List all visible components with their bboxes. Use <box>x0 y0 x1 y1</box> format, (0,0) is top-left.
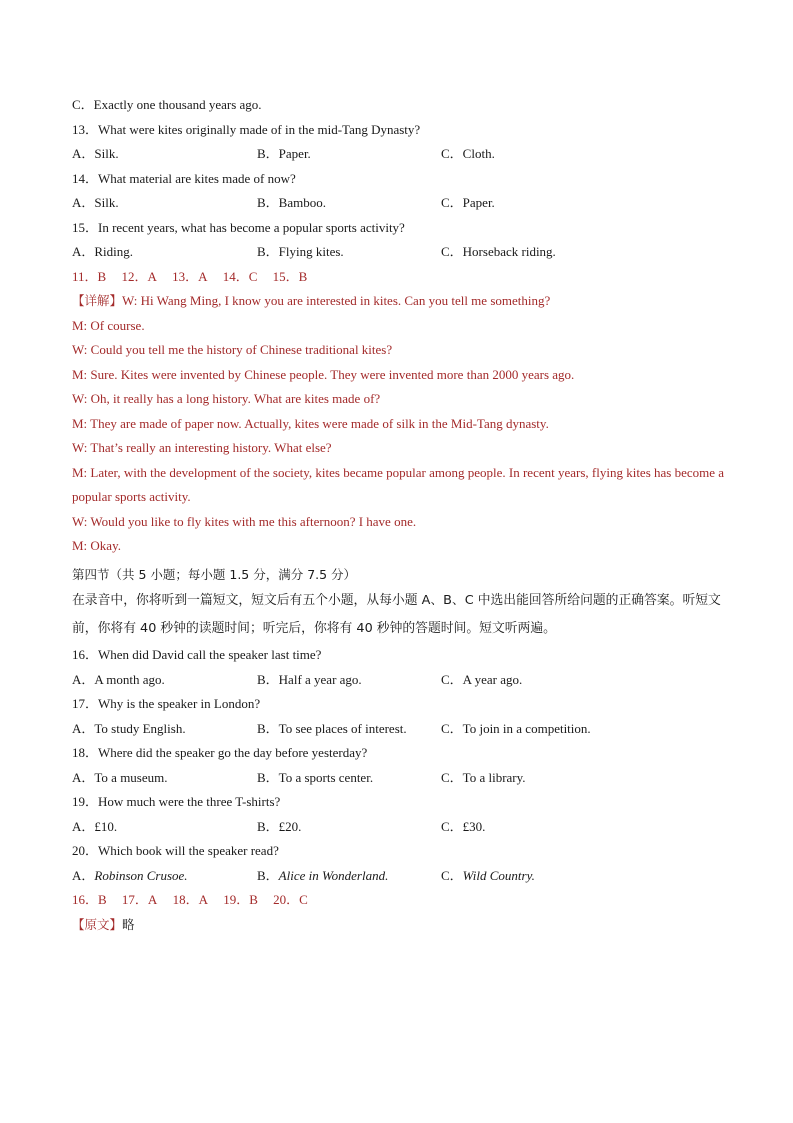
dialog-line-1: 【详解】W: Hi Wang Ming, I know you are interested in kites. Can you tell me something? <box>72 293 551 308</box>
question-14: 14．What material are kites made of now? <box>72 170 296 186</box>
answer-14: 14．C <box>222 268 258 284</box>
answer-key-16-20 <box>72 888 732 913</box>
detail-tag: 【详解】 <box>72 293 123 308</box>
option-c: C．£30. <box>441 818 486 834</box>
option-c-q12: C．Exactly one thousand years ago. <box>72 97 262 112</box>
question-15: 15．In recent years, what has become a popular sports activity? <box>72 219 405 235</box>
original-text-line <box>72 913 732 938</box>
question-19: 19．How much were the three T-shirts? <box>72 794 281 809</box>
answer-11: 11．B <box>72 268 107 284</box>
answer-17: 17．A <box>121 892 158 907</box>
dialog-line-9: W: Would you like to fly kites with me this afternoon? I have one. <box>72 513 417 529</box>
question-18: 18．Where did the speaker go the day before yesterday? <box>72 745 368 760</box>
answer-19: 19．B <box>223 892 258 907</box>
options-16 <box>72 668 732 693</box>
section-4-title: 第四节（共 5 小题；每小题 1.5 分，满分 7.5 分） <box>72 566 357 582</box>
dialog-line-7: W: That’s really an interesting history. What else? <box>72 440 332 455</box>
option-c: C．Wild Country. <box>441 867 535 883</box>
option-a: A．Silk. <box>72 195 119 210</box>
option-a: A．A month ago. <box>72 671 165 687</box>
dialog-line-3: W: Could you tell me the history of Chinese traditional kites? <box>72 342 393 357</box>
question-16: 16．When did David call the speaker last time? <box>72 647 322 662</box>
option-b: B．Flying kites. <box>257 244 344 259</box>
answer-20: 20．C <box>273 892 308 907</box>
dialog-line-2: M: Of course. <box>72 317 145 333</box>
option-b: B．Half a year ago. <box>257 671 362 687</box>
option-c: C．Horseback riding. <box>441 244 556 259</box>
answer-18: 18．A <box>172 892 208 907</box>
option-b: B．To a sports center. <box>257 769 374 785</box>
options-15 <box>72 240 732 265</box>
question-13: 13．What were kites originally made of in the mid-Tang Dynasty? <box>72 121 421 137</box>
option-a: A．To a museum. <box>72 769 168 785</box>
answer-12: 12．A <box>121 268 157 284</box>
answer-16: 16．B <box>72 892 107 907</box>
options-17 <box>72 717 732 742</box>
original-text: 略 <box>122 916 135 932</box>
options-19 <box>72 815 732 840</box>
question-20: 20．Which book will the speaker read? <box>72 843 279 858</box>
option-c: C．Paper. <box>441 195 495 210</box>
question-17: 17．Why is the speaker in London? <box>72 696 261 711</box>
answer-15: 15．B <box>272 268 308 284</box>
options-18 <box>72 766 732 791</box>
option-b: B．Alice in Wonderland. <box>257 867 389 883</box>
option-b: B．Bamboo. <box>257 195 326 210</box>
dialog-line-6: M: They are made of paper now. Actually, kites were made of silk in the Mid-Tang dynasty. <box>72 415 549 431</box>
option-b: B．£20. <box>257 818 302 834</box>
option-c: C．To a library. <box>441 769 526 785</box>
option-b: B．To see places of interest. <box>257 720 407 736</box>
options-13 <box>72 142 732 167</box>
options-20 <box>72 864 732 889</box>
option-c: C．A year ago. <box>441 671 523 687</box>
dialog-line-5: W: Oh, it really has a long history. What are kites made of? <box>72 391 381 406</box>
section-4-instructions: 在录音中，你将听到一篇短文，短文后有五个小题，从每小题 A、B、C 中选出能回答所给问题的正确答案。听短文前，你将有 40 秒钟的读题时间；听完后，你将有 40 秒钟的答题时间。短文听两遍。 <box>72 593 721 636</box>
dialog-line-4: M: Sure. Kites were invented by Chinese people. They were invented more than 2000 years ago. <box>72 366 575 382</box>
option-a: A．£10. <box>72 818 118 834</box>
option-c: C．Cloth. <box>441 146 495 161</box>
option-a: A．Robinson Crusoe. <box>72 867 188 883</box>
original-tag: 【原文】 <box>72 916 123 932</box>
option-b: B．Paper. <box>257 146 311 161</box>
document-page <box>72 93 732 937</box>
answer-13: 13．A <box>172 268 208 284</box>
option-c: C．To join in a competition. <box>441 720 591 736</box>
option-a: A．To study English. <box>72 720 186 736</box>
answer-key-11-15 <box>72 265 732 290</box>
options-14 <box>72 191 732 216</box>
dialog-line-8: M: Later, with the development of the society, kites became popular among people. In recent years, flying kites has become a popular sports activity. <box>72 464 725 504</box>
dialog-line-10: M: Okay. <box>72 538 121 553</box>
option-a: A．Riding. <box>72 244 134 259</box>
option-a: A．Silk. <box>72 146 119 161</box>
